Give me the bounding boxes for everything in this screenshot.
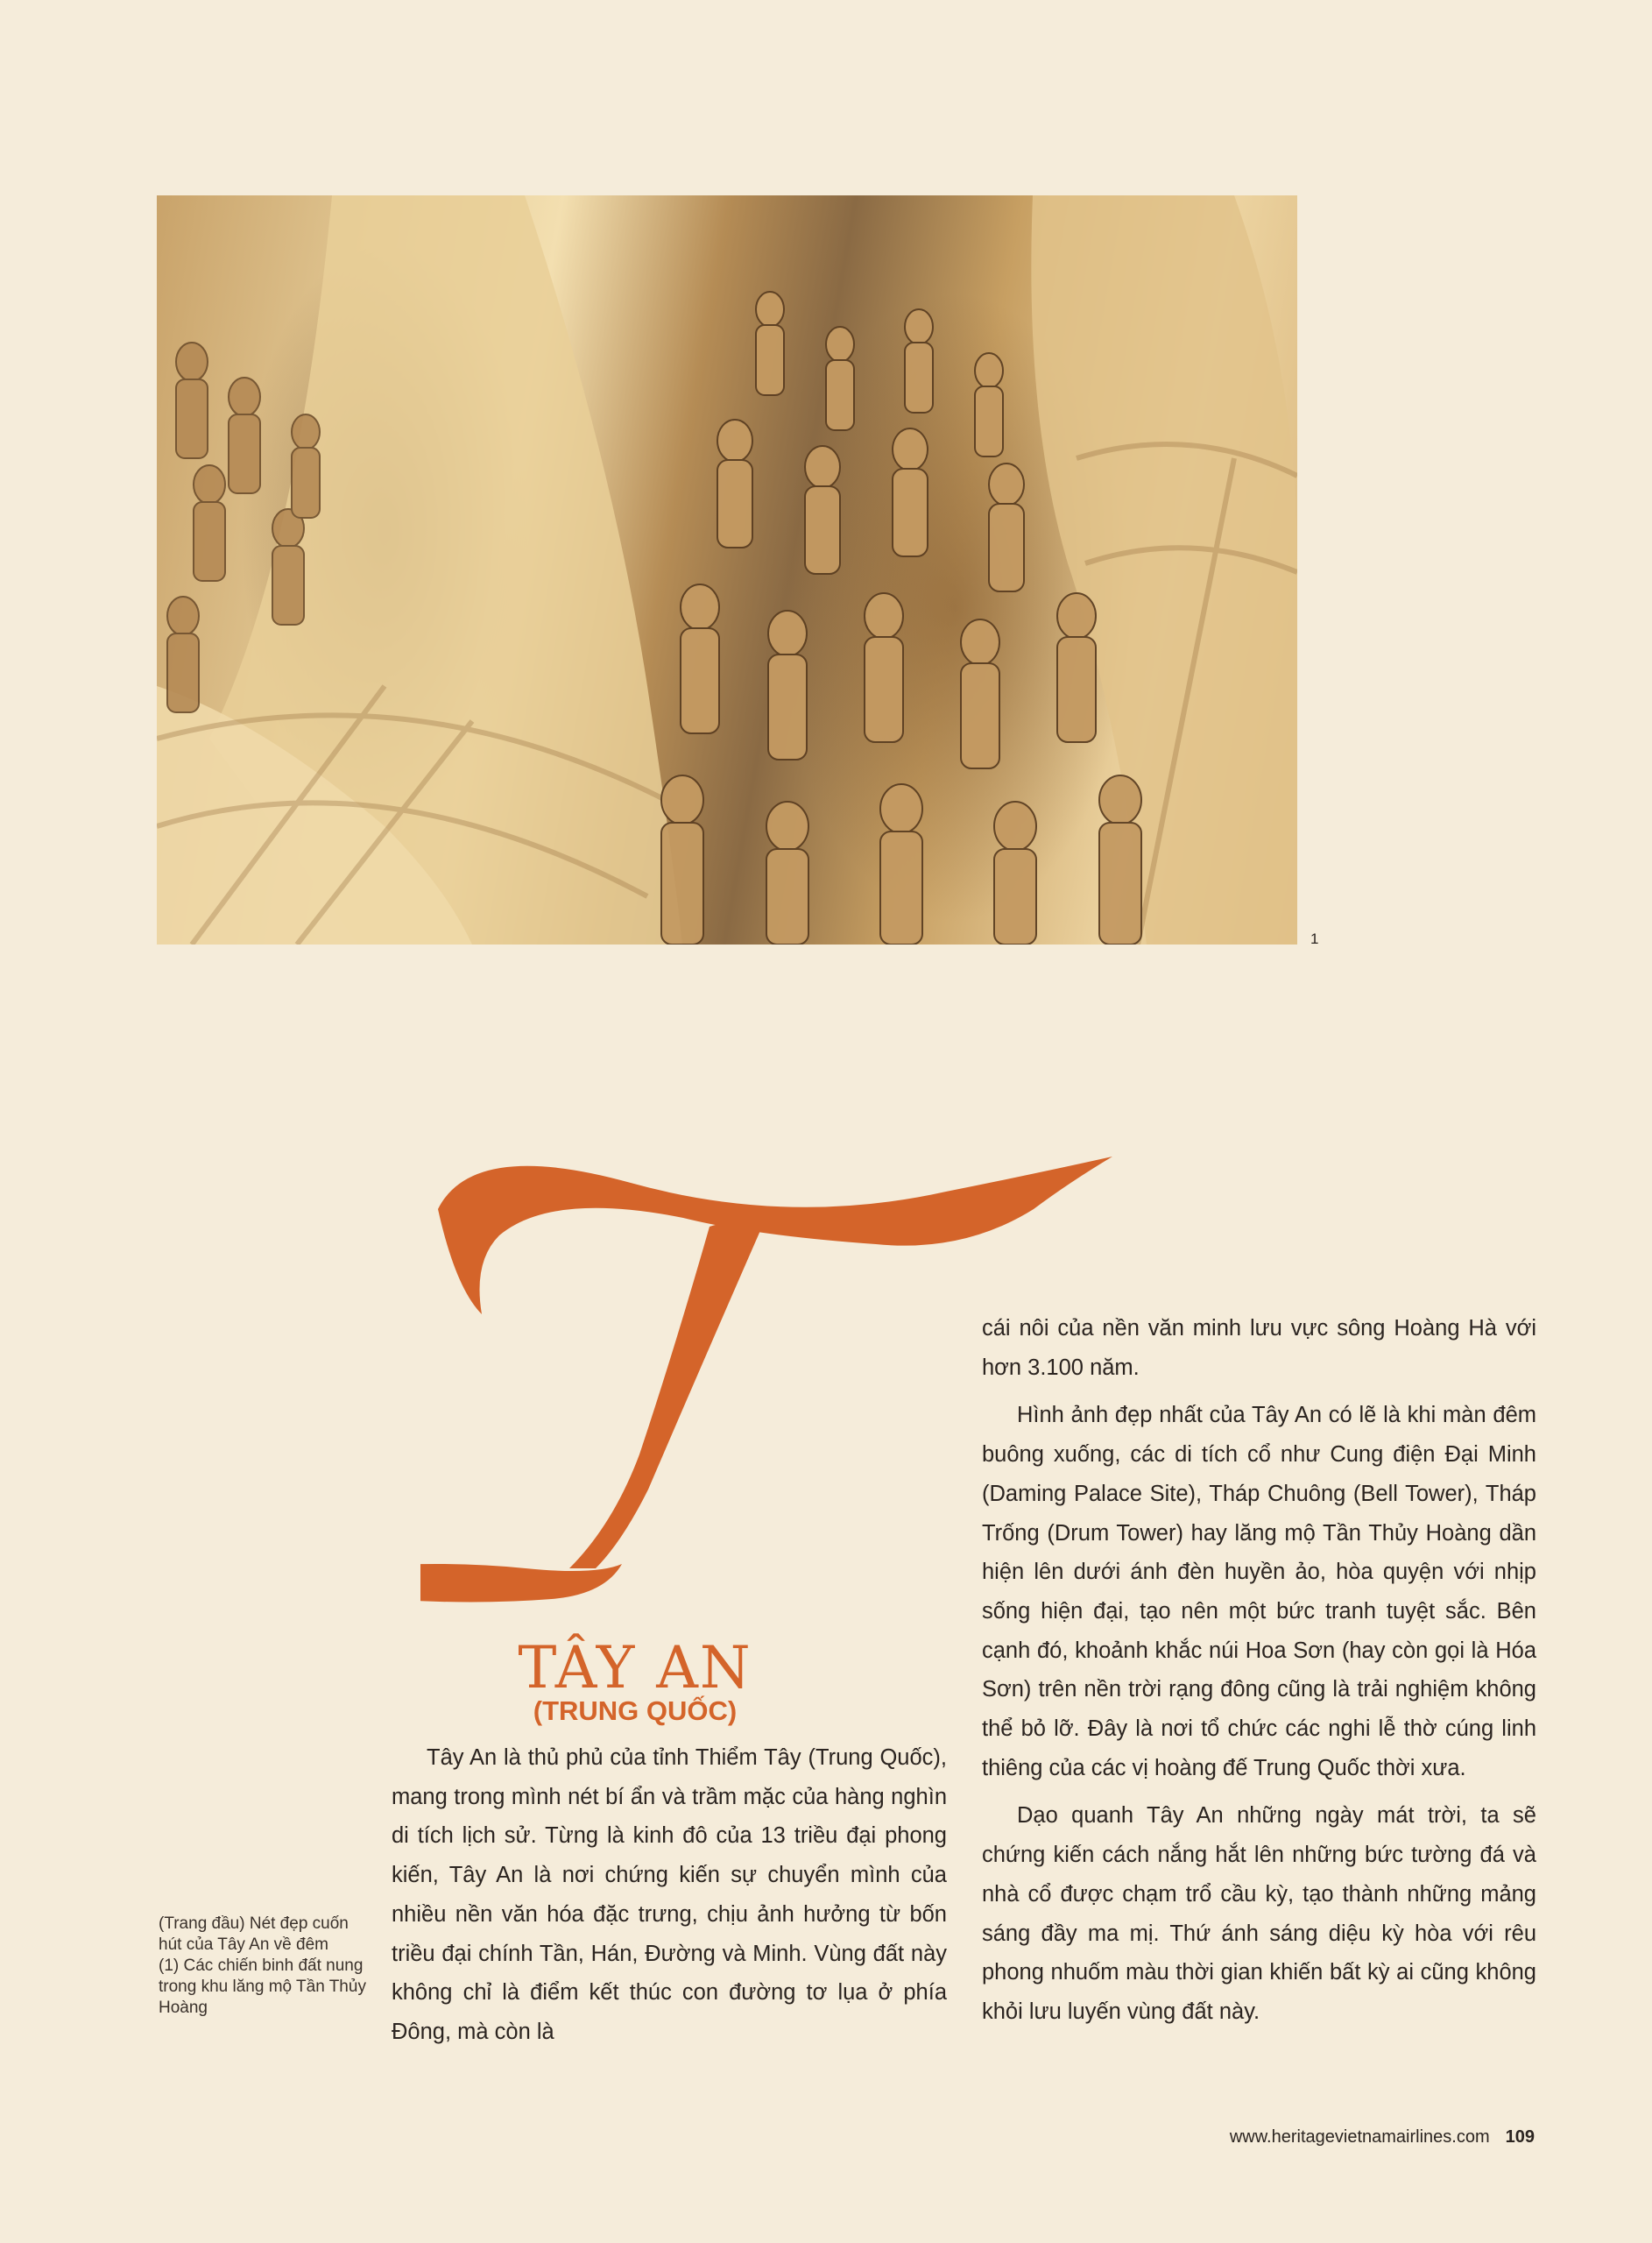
caption-line: (1) Các chiến binh đất nung trong khu lăng mộ Tần Thủy Hoàng <box>159 1956 366 2017</box>
paragraph: Hình ảnh đẹp nhất của Tây An có lẽ là khi màn đêm buông xuống, các di tích cổ như Cung điện Đại Minh (Daming Palace Site), Tháp Chuông (Bell Tower), Tháp Trống (Drum Tower) hay lăng mộ Tần Thủy Hoàng dần hiện lên dưới ánh đèn huyền ảo, hòa quyện với nhịp sống hiện đại, tạo nên một bức tranh tuyệt sắc. Bên cạnh đó, khoảnh khắc núi Hoa Sơn (hay còn gọi là Hóa Sơn) trên nền trời rạng đông cũng là trải nghiệm không thể bỏ lỡ. Đây là nơi tổ chức các nghi lễ thờ cúng linh thiêng của các vị hoàng đế Trung Quốc thời xưa. <box>982 1403 1536 1780</box>
article-subtitle: (TRUNG QUỐC) <box>533 1695 738 1726</box>
photo-number: 1 <box>1310 930 1319 947</box>
caption-line: (Trang đầu) Nét đẹp cuốn hút của Tây An về đêm <box>159 1914 349 1954</box>
terracotta-warriors-photo <box>157 195 1297 945</box>
article-title: TÂY AN <box>518 1634 752 1702</box>
paragraph: Dạo quanh Tây An những ngày mát trời, ta sẽ chứng kiến cách nắng hắt lên những bức tường đá và nhà cổ được chạm trổ cầu kỳ, tạo thành những mảng sáng đầy ma mị. Thứ ánh sáng diệu kỳ hòa với rêu phong nhuốm màu thời gian khiến bất kỳ ai cũng không khỏi lưu luyến vùng đất này. <box>982 1803 1536 2024</box>
photo-caption <box>159 1914 369 2019</box>
paragraph: Tây An là thủ phủ của tỉnh Thiểm Tây (Trung Quốc), mang trong mình nét bí ẩn và trầm mặc của hàng nghìn di tích lịch sử. Từng là kinh đô của 13 triều đại phong kiến, Tây An là nơi chứng kiến sự chuyển mình của nhiều nền văn hóa đặc trưng, chịu ảnh hưởng từ bốn triều đại chính Tần, Hán, Đường và Minh. Vùng đất này không chỉ là điểm kết thúc con đường tơ lụa ở phía Đông, mà còn là <box>392 1745 947 2044</box>
page-number: 109 <box>1505 2127 1535 2147</box>
left-column <box>392 1738 947 2052</box>
website-link[interactable]: www.heritagevietnamairlines.com <box>1229 2127 1490 2147</box>
terracotta-warriors-illustration <box>157 195 1297 945</box>
right-column <box>982 1309 1536 2032</box>
page-footer <box>1230 2127 1535 2147</box>
paragraph: cái nôi của nền văn minh lưu vực sông Hoàng Hà với hơn 3.100 năm. <box>982 1316 1536 1380</box>
